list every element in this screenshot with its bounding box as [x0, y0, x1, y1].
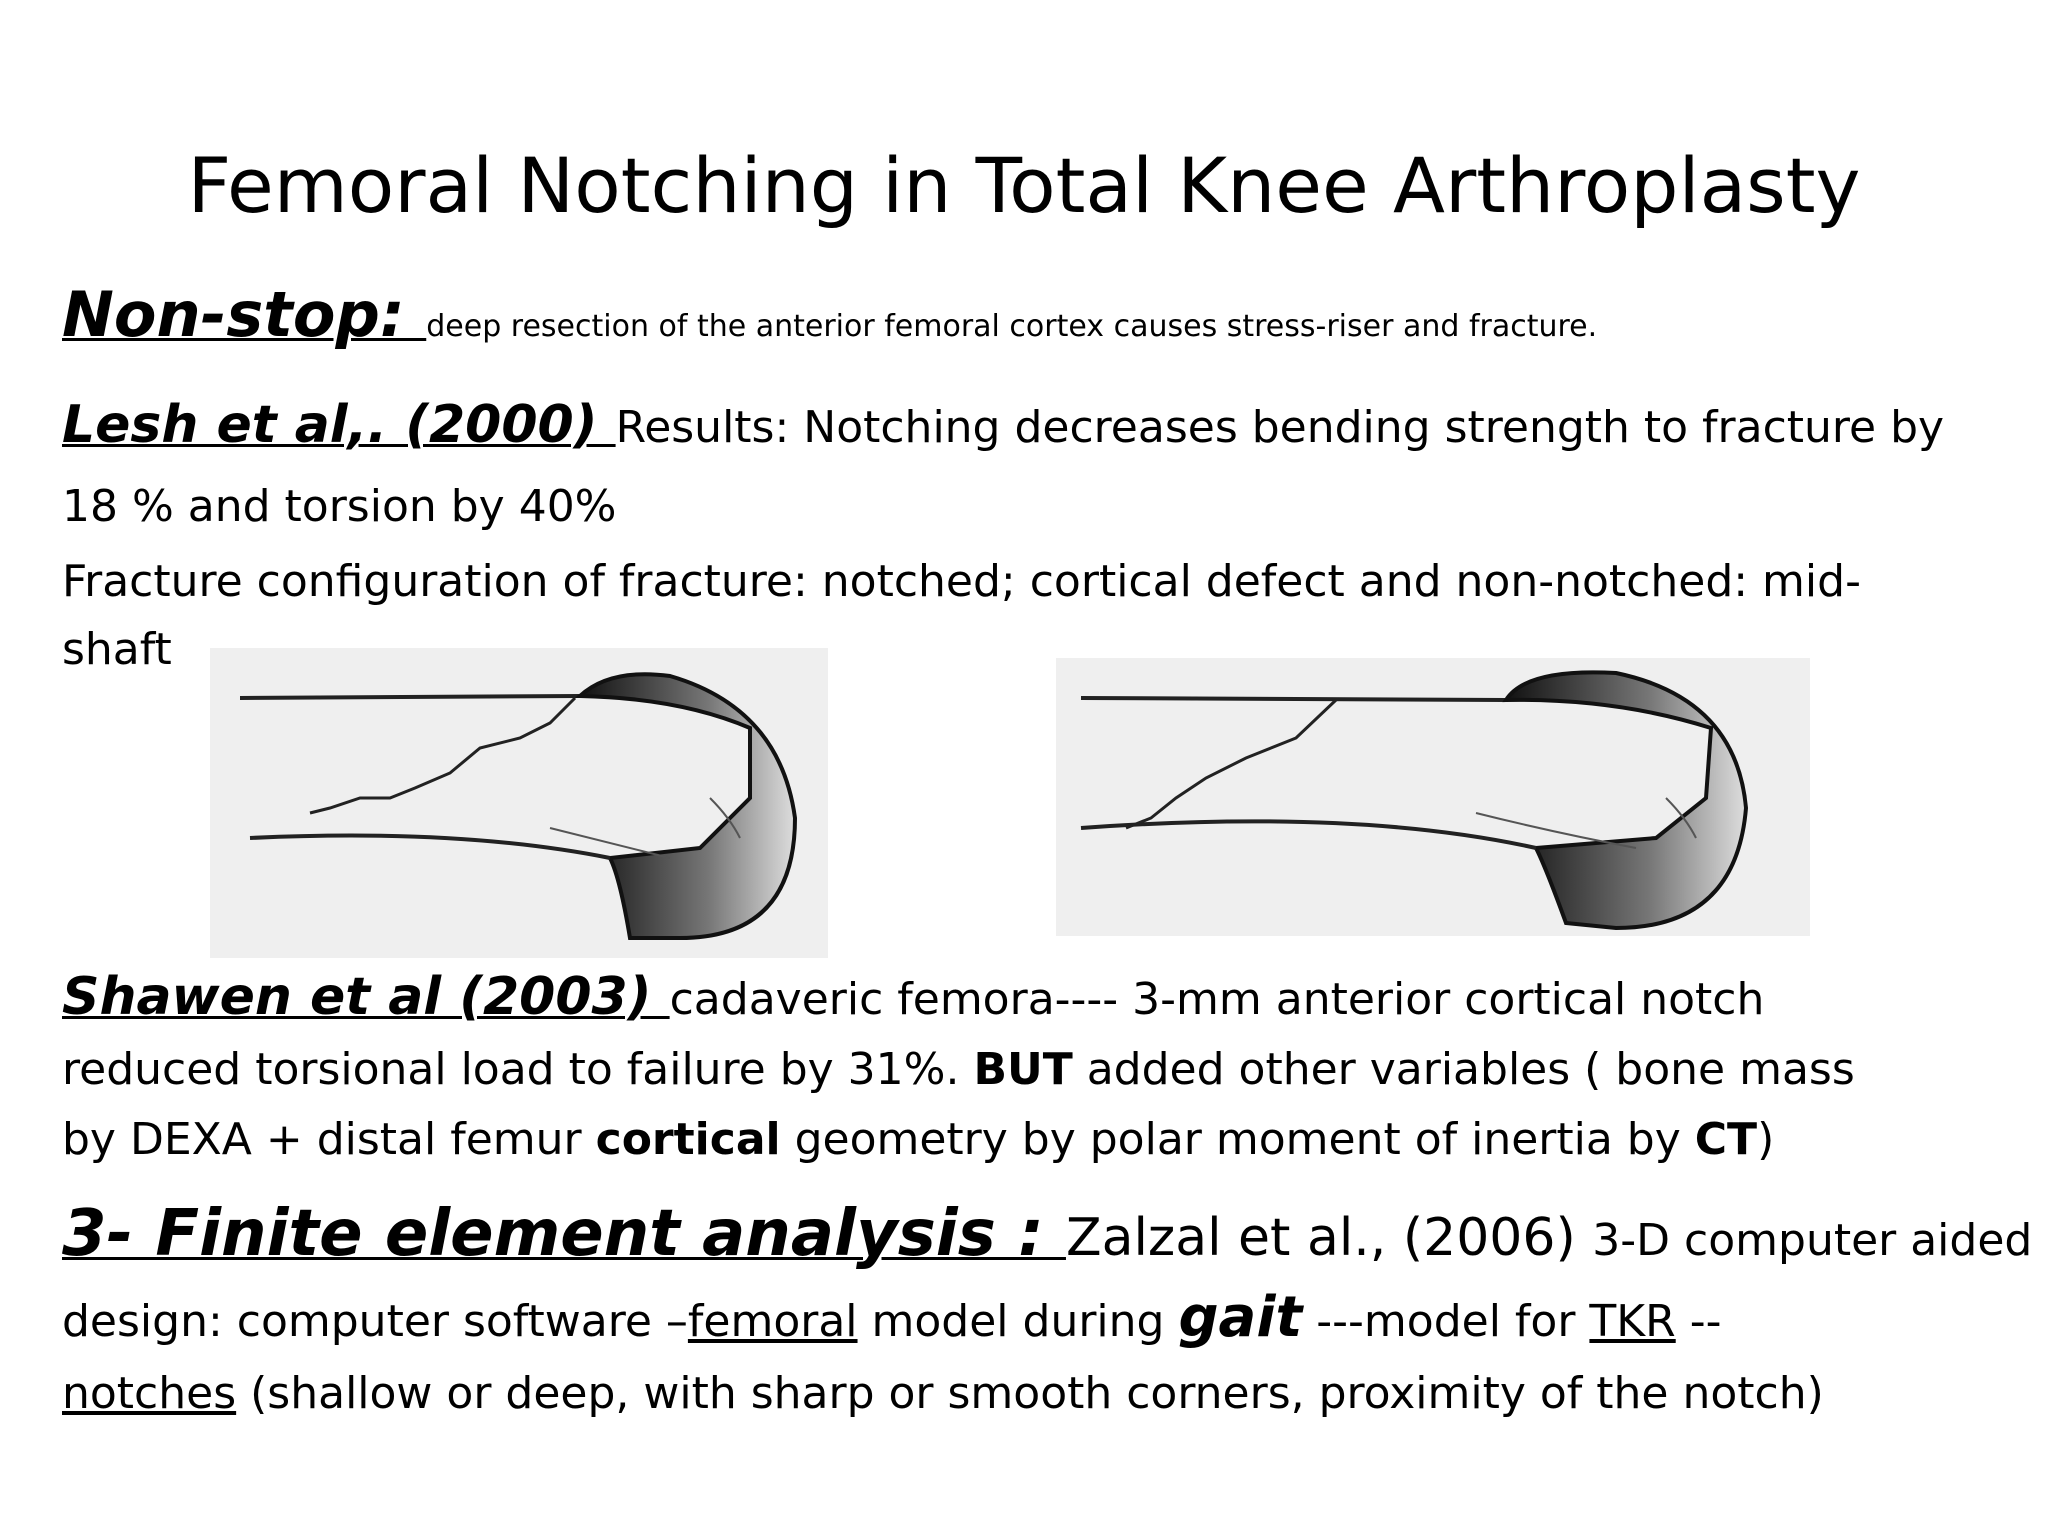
fracture-config-line1: Fracture configuration of fracture: notched; cortical defect and non-notched: mid- [62, 556, 1861, 607]
nonstop-line [62, 280, 2022, 366]
lesh-block [62, 390, 2022, 542]
nonstop-text: deep resection of the anterior femoral cortex causes stress-riser and fracture. [426, 309, 1598, 344]
lesh-line2: 18 % and torsion by 40% [62, 481, 617, 532]
figure-notched-femur [210, 648, 828, 958]
shawen-line3a: by DEXA + distal femur [62, 1114, 596, 1165]
fea-tkr: TKR [1589, 1296, 1676, 1347]
fea-line2e: ---model for [1302, 1296, 1590, 1347]
fea-line3b: (shallow or deep, with sharp or smooth corners, proximity of the notch) [236, 1368, 1824, 1419]
fea-line2c: model during [857, 1296, 1179, 1347]
fea-label: 3- Finite element analysis : [62, 1197, 1066, 1271]
figure-non-notched-femur [1056, 658, 1810, 936]
fea-line1: 3-D computer aided [1592, 1215, 2033, 1266]
slide-title: Femoral Notching in Total Knee Arthroplasty [187, 141, 1861, 230]
shawen-line1: cadaveric femora---- 3-mm anterior cortical notch [669, 974, 1765, 1025]
shawen-cortical: cortical [595, 1114, 781, 1165]
nonstop-label: Non-stop: [62, 278, 427, 351]
lesh-line1: Results: Notching decreases bending strength to fracture by [615, 402, 1945, 453]
shawen-label: Shawen et al (2003) [62, 967, 670, 1027]
fea-femoral: femoral [687, 1296, 858, 1347]
fea-author: Zalzal et al., (2006) [1065, 1208, 1593, 1268]
fea-line2a: design: computer software – [62, 1296, 688, 1347]
notched-femur-drawing [210, 648, 828, 958]
shawen-line3e: ) [1757, 1114, 1775, 1165]
fea-notches: notches [62, 1368, 237, 1419]
lesh-label: Lesh et al,. (2000) [62, 395, 616, 455]
shawen-but: BUT [973, 1044, 1073, 1095]
shawen-block [62, 962, 2022, 1175]
fea-line2g: -- [1675, 1296, 1722, 1347]
fracture-config-line2: shaft [62, 624, 172, 675]
shawen-ct: CT [1694, 1114, 1758, 1165]
shawen-line3c: geometry by polar moment of inertia by [780, 1114, 1695, 1165]
fea-gait: gait [1178, 1285, 1303, 1350]
shawen-line2c: added other variables ( bone mass [1072, 1044, 1855, 1095]
fea-block [62, 1197, 2033, 1425]
shawen-line2a: reduced torsional load to failure by 31%. [62, 1044, 974, 1095]
non-notched-femur-drawing [1056, 658, 1810, 936]
